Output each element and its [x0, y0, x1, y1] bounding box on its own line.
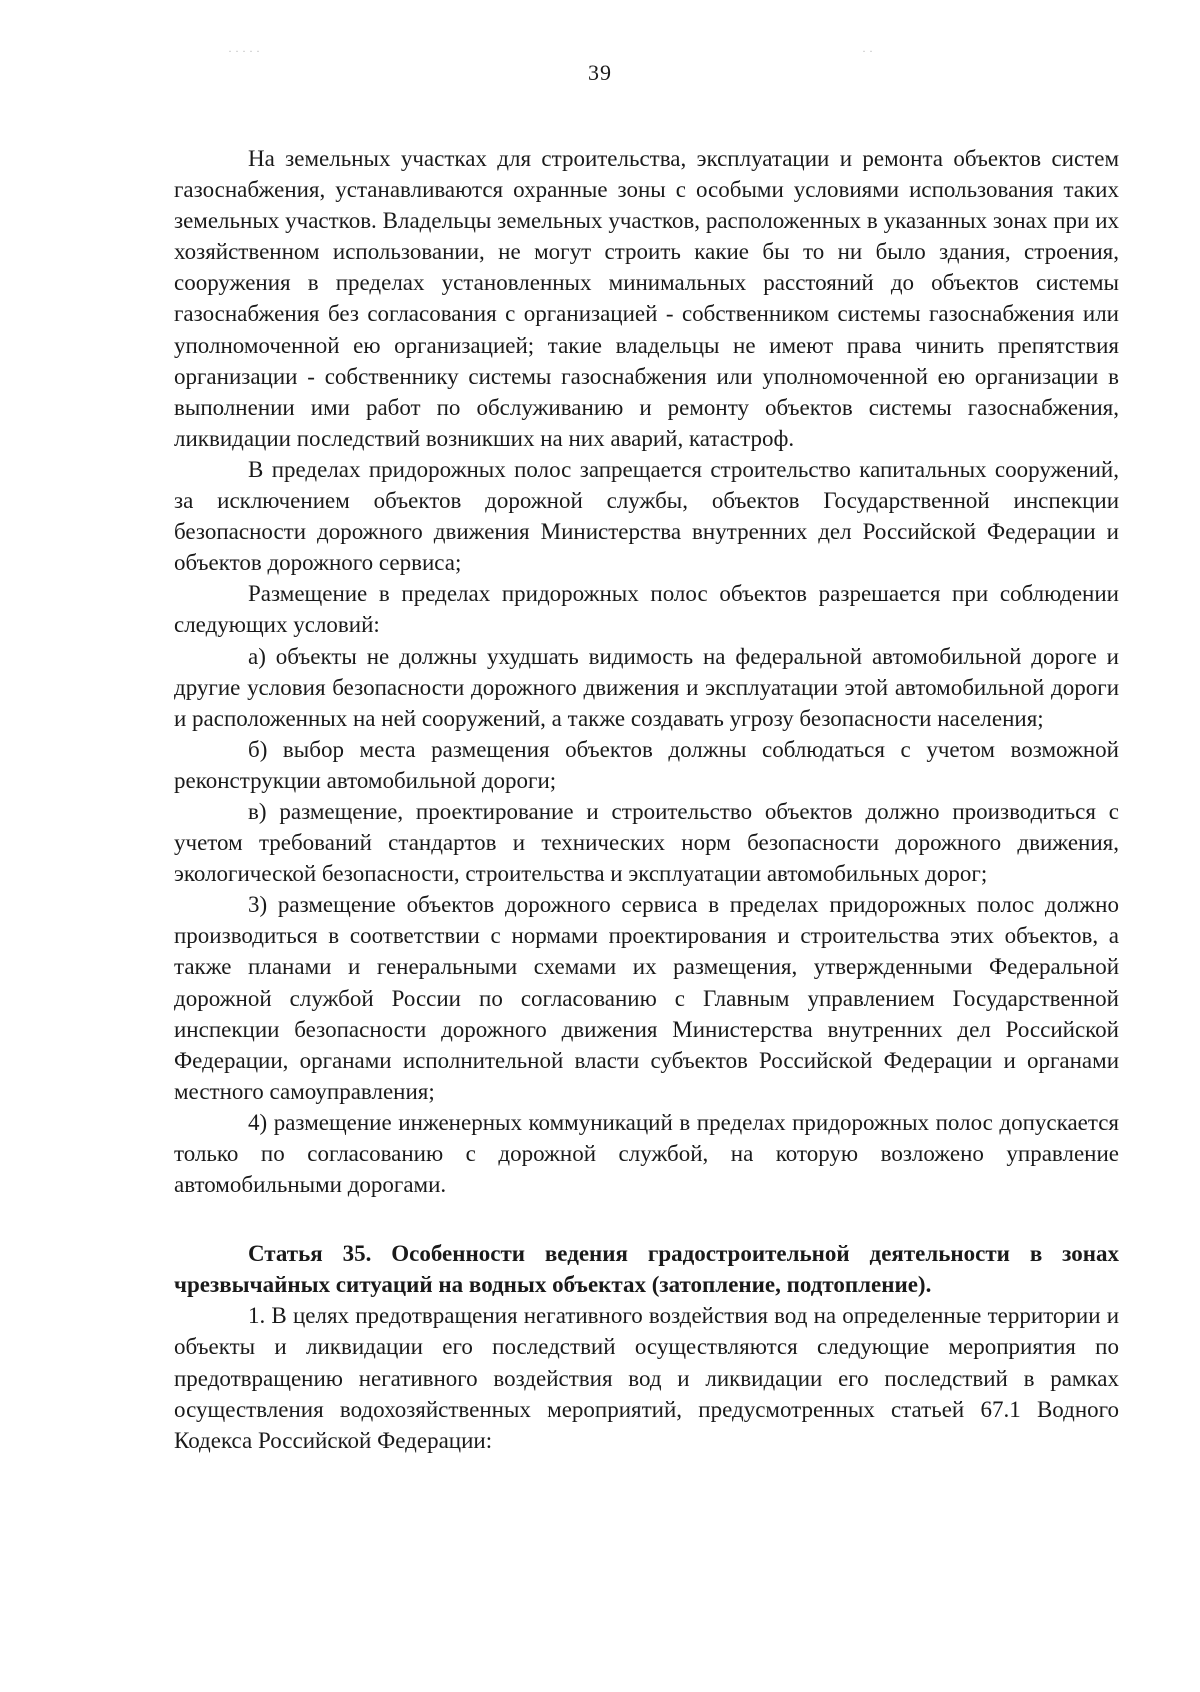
- scan-artifact-left: · · · · ·: [228, 44, 260, 58]
- list-item-4: 4) размещение инженерных коммуникаций в пределах придорожных полос допускается только по согласованию с дорожной службой, на которую возложено управление автомобильными дорогами.: [174, 1109, 1119, 1198]
- list-item-b: б) выбор места размещения объектов должны соблюдаться с учетом возможной реконструкции автомобильной дороги;: [174, 736, 1119, 793]
- paragraph-roadside-strips-ban: В пределах придорожных полос запрещается строительство капитальных сооружений, за исключением объектов дорожной службы, объектов Государственной инспекции безопасности дорожного движения Министерства внутренних дел Российской Федерации и объектов дорожного сервиса;: [174, 456, 1119, 576]
- paragraph-gas-supply-zones: На земельных участках для строительства, эксплуатации и ремонта объектов систем газоснабжения, устанавливаются охранные зоны с особыми условиями использования таких земельных участков. Владельцы земельных участков, расположенных в указанных зонах при их хозяйственном использовании, не могут строить какие бы то ни было здания, строения, сооружения в пределах установленных минимальных расстояний до объектов системы газоснабжения без согласования с организацией - собственником системы газоснабжения или уполномоченной ею организацией; такие владельцы не имеют права чинить препятствия организации - собственнику системы газоснабжения или уполномоченной ею организации в выполнении ими работ по обслуживанию и ремонту объектов системы газоснабжения, ликвидации последствий возникших на них аварий, катастроф.: [174, 146, 1119, 451]
- page-number: 39: [588, 60, 612, 85]
- paragraph-placement-conditions: Размещение в пределах придорожных полос объектов разрешается при соблюдении следующих условий:: [174, 581, 1119, 638]
- article-35-heading: Статья 35. Особенности ведения градостроительной деятельности в зонах чрезвычайных ситуаций на водных объектах (затопление, подтопление).: [174, 1241, 1119, 1298]
- article-35-paragraph-1: 1. В целях предотвращения негативного воздействия вод на определенные территории и объекты и ликвидации его последствий осуществляются следующие мероприятия по предотвращению негативного воздействия вод и ликвидации его последствий в рамках осуществления водохозяйственных мероприятий, предусмотренных статьей 67.1 Водного Кодекса Российской Федерации:: [174, 1303, 1119, 1453]
- document-body: [174, 143, 1119, 1456]
- list-item-v: в) размещение, проектирование и строительство объектов должно производиться с учетом требований стандартов и технических норм безопасности дорожного движения, экологической безопасности, строительства и эксплуатации автомобильных дорог;: [174, 798, 1119, 887]
- list-item-a: а) объекты не должны ухудшать видимость на федеральной автомобильной дороге и другие условия безопасности дорожного движения и эксплуатации этой автомобильной дороги и расположенных на ней сооружений, а также создавать угрозу безопасности населения;: [174, 643, 1119, 731]
- scan-artifact-right: · ·: [862, 44, 873, 58]
- list-item-3: 3) размещение объектов дорожного сервиса в пределах придорожных полос должно производиться в соответствии с нормами проектирования и строительства этих объектов, а также планами и генеральными схемами их размещения, утвержденными Федеральной дорожной службой России по согласованию с Главным управлением Государственной инспекции безопасности дорожного движения Министерства внутренних дел Российской Федерации, органами исполнительной власти субъектов Российской Федерации и органами местного самоуправления;: [174, 892, 1119, 1104]
